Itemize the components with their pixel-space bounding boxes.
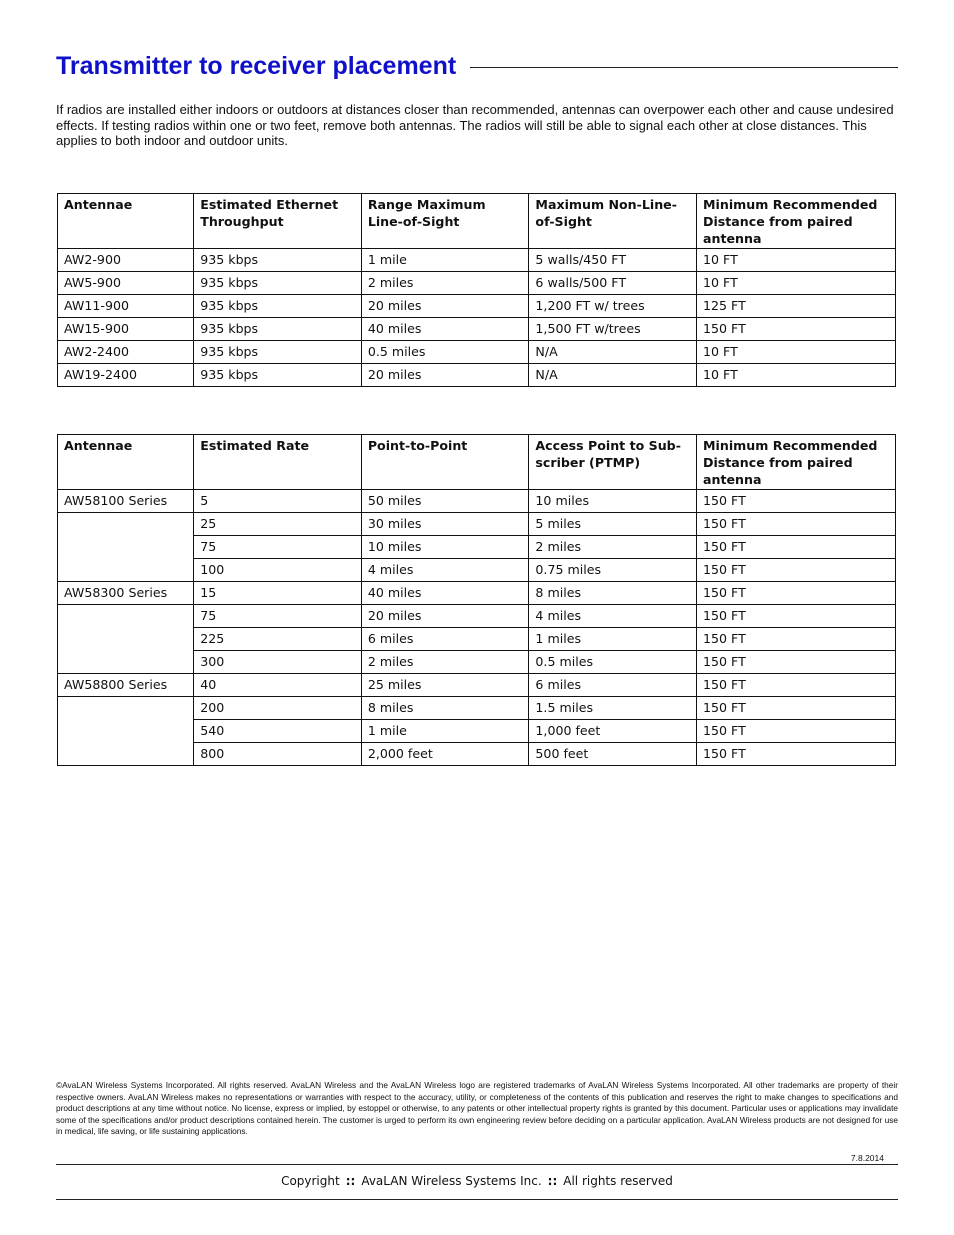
- column-header: Antennae: [58, 435, 194, 490]
- table-cell: 150 FT: [697, 628, 896, 651]
- table-cell: 935 kbps: [194, 341, 362, 364]
- rate-distance-table: [57, 434, 896, 766]
- table-cell: 40 miles: [361, 318, 529, 341]
- footer-copyright-label: Copyright: [281, 1174, 340, 1188]
- table-cell: 1,200 FT w/ trees: [529, 295, 697, 318]
- table-row: [58, 295, 896, 318]
- table-cell: 150 FT: [697, 697, 896, 720]
- series-group-cell: [58, 513, 194, 582]
- column-header: Maximum Non-Line-of-Sight: [529, 194, 697, 249]
- footer-separator: ::: [345, 1174, 356, 1188]
- table-cell: 25 miles: [361, 674, 529, 697]
- table-cell: 50 miles: [361, 490, 529, 513]
- column-header: Estimated Ethernet Throughput: [194, 194, 362, 249]
- table-cell: N/A: [529, 364, 697, 387]
- table-cell: 6 miles: [529, 674, 697, 697]
- footer-company: AvaLAN Wireless Systems Inc.: [361, 1174, 542, 1188]
- table-cell: 1 miles: [529, 628, 697, 651]
- table-cell: 150 FT: [697, 559, 896, 582]
- table-cell: 20 miles: [361, 605, 529, 628]
- table-cell: AW19-2400: [58, 364, 194, 387]
- document-date: 7.8.2014: [850, 1153, 884, 1163]
- column-header: Estimated Rate: [194, 435, 362, 490]
- legal-notice: ©AvaLAN Wireless Systems Incorporated. All rights reserved. AvaLAN Wireless and the AvaLAN Wireless logo are registered trademarks of AvaLAN Wireless Systems Incorporated. All other trademarks are property of their respective owners. AvaLAN Wireless makes no representations or warranties with respect to the accuracy, utility, or completeness of the contents of this publication and reserves the right to make changes to specifications and product descriptions at any time without notice. No license, express or implied, by estoppel or otherwise, to any patents or other intellectual property rights is granted by this document. Particular uses or applications may invalidate some of the specifications and/or product descriptions contained herein. The customer is urged to perform its own engineering review before deciding on a particular application. AvaLAN Wireless products are not designed for use in medical, life saving, or life sustaining applications.: [56, 1080, 898, 1137]
- table-cell: 150 FT: [697, 651, 896, 674]
- table-cell: 5 walls/450 FT: [529, 249, 697, 272]
- table-cell: 935 kbps: [194, 249, 362, 272]
- table-cell: 800: [194, 743, 362, 766]
- table-cell: N/A: [529, 341, 697, 364]
- table-cell: 2 miles: [361, 651, 529, 674]
- table-cell: 30 miles: [361, 513, 529, 536]
- table-row: [58, 272, 896, 295]
- table-cell: 540: [194, 720, 362, 743]
- column-header: Point-to-Point: [361, 435, 529, 490]
- table-cell: 75: [194, 536, 362, 559]
- table-cell: 150 FT: [697, 490, 896, 513]
- table-cell: 0.5 miles: [361, 341, 529, 364]
- table-row: [58, 318, 896, 341]
- table-cell: 100: [194, 559, 362, 582]
- table-cell: 935 kbps: [194, 295, 362, 318]
- intro-paragraph: If radios are installed either indoors or outdoors at distances closer than recommended, antennas can overpower each other and cause undesired effects. If testing radios within one or two feet, remove both antennas. The radios will still be able to signal each other at close distances. This applies to both indoor and outdoor units.: [56, 102, 894, 149]
- table-cell: 10 FT: [697, 272, 896, 295]
- series-name-cell: AW58800 Series: [58, 674, 194, 697]
- table-cell: 300: [194, 651, 362, 674]
- table-cell: AW2-900: [58, 249, 194, 272]
- table-cell: 4 miles: [361, 559, 529, 582]
- column-header: Access Point to Sub-scriber (PTMP): [529, 435, 697, 490]
- column-header: Minimum Recommended Distance from paired antenna: [697, 194, 896, 249]
- column-header: Minimum Recommended Distance from paired antenna: [697, 435, 896, 490]
- table-row: [58, 582, 896, 605]
- table-cell: 225: [194, 628, 362, 651]
- table-cell: 150 FT: [697, 513, 896, 536]
- page-title-row: [56, 50, 898, 82]
- table-cell: 8 miles: [361, 697, 529, 720]
- table-cell: 125 FT: [697, 295, 896, 318]
- table-cell: 2 miles: [529, 536, 697, 559]
- table-cell: 1,500 FT w/trees: [529, 318, 697, 341]
- table-row: [58, 605, 896, 628]
- throughput-range-table: [57, 193, 896, 387]
- table-row: [58, 490, 896, 513]
- table-cell: 25: [194, 513, 362, 536]
- column-header: Antennae: [58, 194, 194, 249]
- table-cell: 1,000 feet: [529, 720, 697, 743]
- table-header-row: [58, 435, 896, 490]
- footer-copyright: [56, 1174, 898, 1188]
- table-row: [58, 513, 896, 536]
- table-cell: 150 FT: [697, 674, 896, 697]
- table-cell: 40 miles: [361, 582, 529, 605]
- table-cell: 935 kbps: [194, 364, 362, 387]
- table-cell: 4 miles: [529, 605, 697, 628]
- table-cell: 10 FT: [697, 249, 896, 272]
- footer-rule-bottom: [56, 1199, 898, 1200]
- series-group-cell: [58, 605, 194, 674]
- table-cell: 20 miles: [361, 364, 529, 387]
- table-cell: 2 miles: [361, 272, 529, 295]
- table-cell: 5 miles: [529, 513, 697, 536]
- table-cell: 150 FT: [697, 536, 896, 559]
- table-cell: 6 miles: [361, 628, 529, 651]
- table-row: [58, 697, 896, 720]
- table-cell: AW11-900: [58, 295, 194, 318]
- table-cell: 1.5 miles: [529, 697, 697, 720]
- series-name-cell: AW58300 Series: [58, 582, 194, 605]
- table-cell: 200: [194, 697, 362, 720]
- table-cell: 150 FT: [697, 318, 896, 341]
- table-cell: 10 miles: [361, 536, 529, 559]
- table-cell: 1 mile: [361, 249, 529, 272]
- table-cell: 20 miles: [361, 295, 529, 318]
- footer-rule-top: [56, 1164, 898, 1165]
- table-cell: 40: [194, 674, 362, 697]
- footer-rights: All rights reserved: [563, 1174, 673, 1188]
- table-cell: 150 FT: [697, 720, 896, 743]
- table-cell: 5: [194, 490, 362, 513]
- table-cell: 10 FT: [697, 364, 896, 387]
- table-cell: AW2-2400: [58, 341, 194, 364]
- table-cell: AW15-900: [58, 318, 194, 341]
- table-cell: 0.5 miles: [529, 651, 697, 674]
- table-row: [58, 674, 896, 697]
- table-cell: 500 feet: [529, 743, 697, 766]
- table-cell: 150 FT: [697, 582, 896, 605]
- table-cell: 1 mile: [361, 720, 529, 743]
- table-row: [58, 341, 896, 364]
- table-cell: 75: [194, 605, 362, 628]
- table-cell: 2,000 feet: [361, 743, 529, 766]
- table-cell: 935 kbps: [194, 318, 362, 341]
- table-cell: 10 FT: [697, 341, 896, 364]
- footer-separator: ::: [547, 1174, 558, 1188]
- table-cell: 15: [194, 582, 362, 605]
- title-rule: [470, 67, 898, 68]
- table-row: [58, 364, 896, 387]
- table-row: [58, 249, 896, 272]
- table-cell: 150 FT: [697, 605, 896, 628]
- table-cell: 0.75 miles: [529, 559, 697, 582]
- series-group-cell: [58, 697, 194, 766]
- table-cell: 10 miles: [529, 490, 697, 513]
- series-name-cell: AW58100 Series: [58, 490, 194, 513]
- table-cell: 6 walls/500 FT: [529, 272, 697, 295]
- table-cell: 150 FT: [697, 743, 896, 766]
- table-cell: AW5-900: [58, 272, 194, 295]
- table-cell: 935 kbps: [194, 272, 362, 295]
- column-header: Range Maximum Line-of-Sight: [361, 194, 529, 249]
- table-cell: 8 miles: [529, 582, 697, 605]
- table-header-row: [58, 194, 896, 249]
- page-title: Transmitter to receiver placement: [56, 51, 457, 80]
